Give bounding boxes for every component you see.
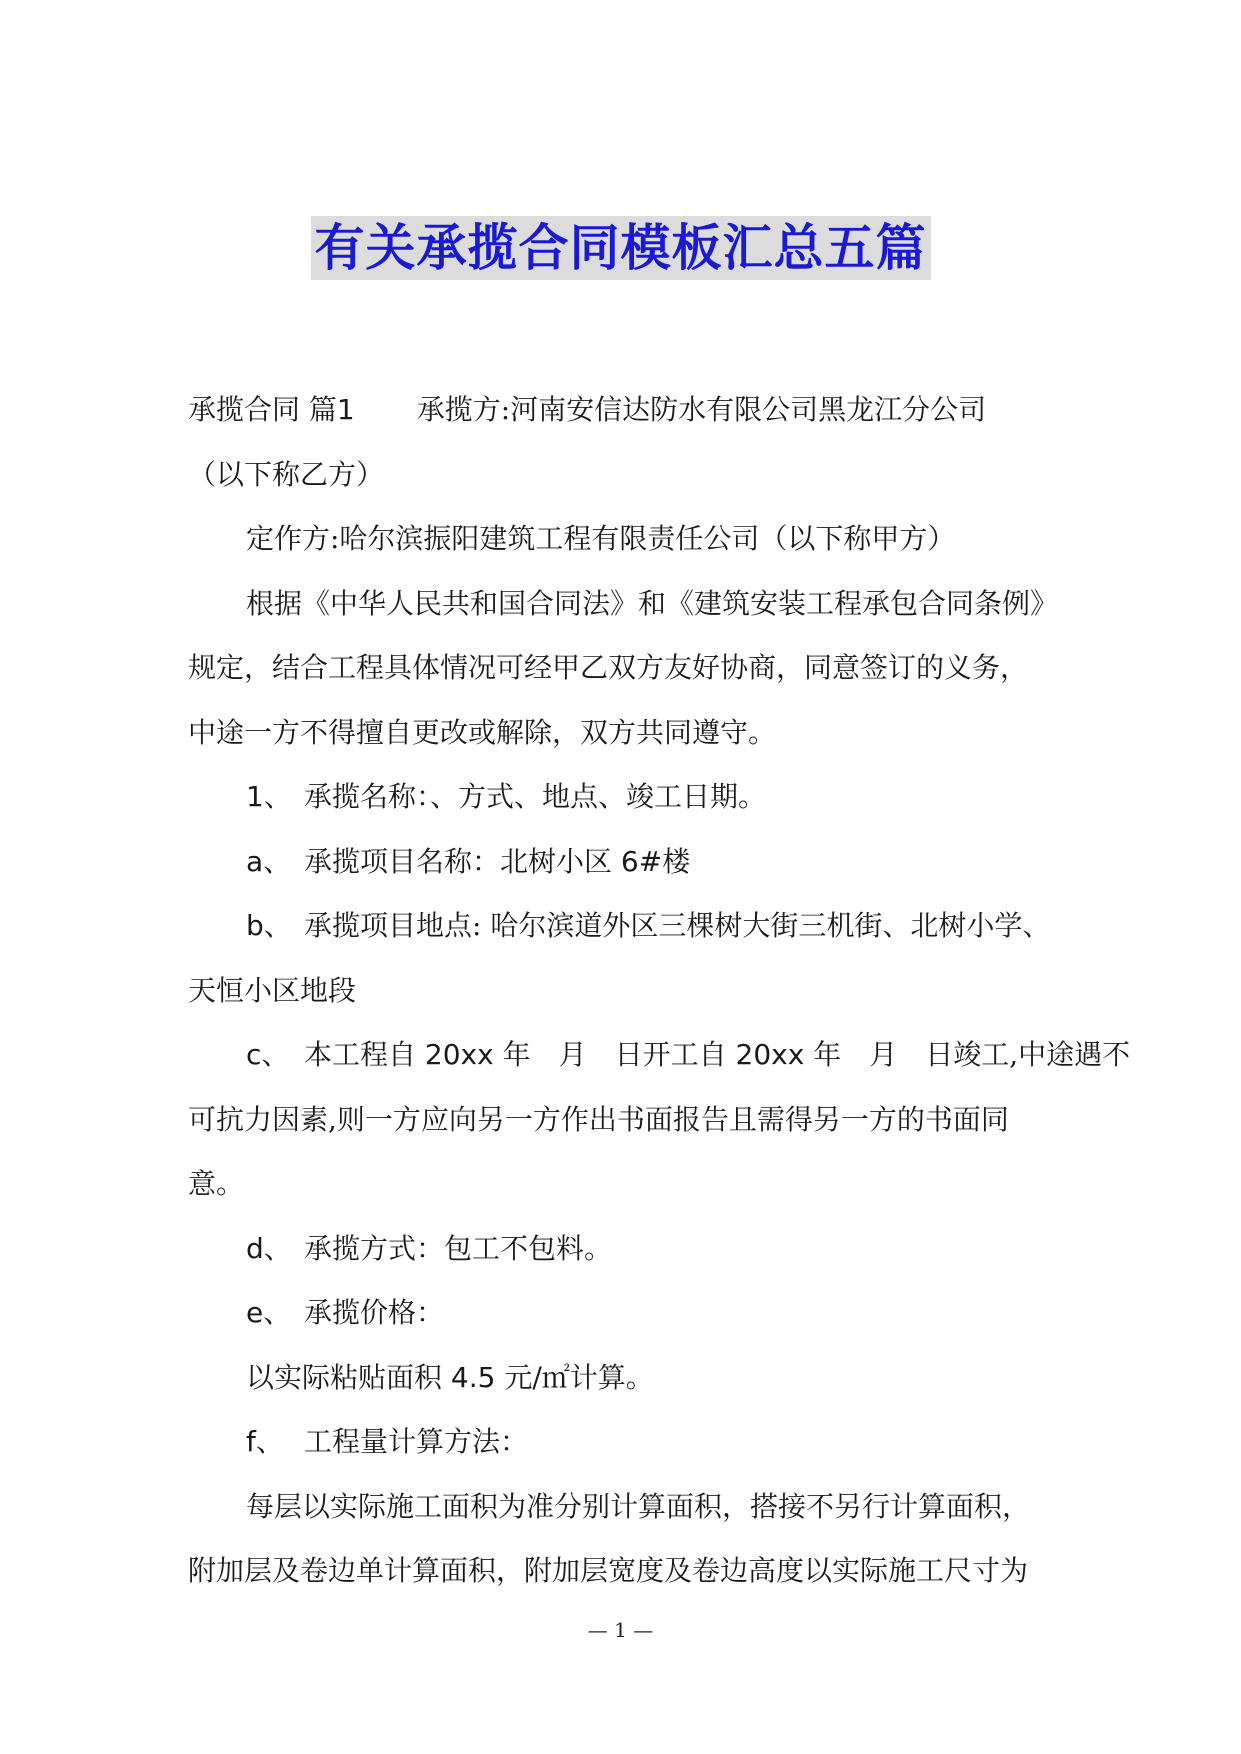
title-container: [0, 216, 1241, 280]
list-marker: 1、: [246, 780, 292, 813]
paragraph-basis-line1: 根据《中华人民共和国合同法》和《建筑安装工程承包合同条例》: [246, 586, 1059, 620]
list-item-text: 承揽名称：、方式、地点、竣工日期。: [304, 780, 767, 813]
start-year: 20xx: [424, 1038, 494, 1071]
document-title: 有关承揽合同模板汇总五篇: [311, 216, 931, 280]
end-year: 20xx: [735, 1038, 805, 1071]
paragraph-calc-line2: 附加层及卷边单计算面积，附加层宽度及卷边高度以实际施工尺寸为: [188, 1554, 1029, 1587]
building-number: 6#: [620, 844, 663, 878]
list-item-text: 承揽价格：: [304, 1296, 445, 1329]
list-item-c-cont-2: 意。: [188, 1167, 245, 1200]
list-item-f: [188, 1410, 1058, 1475]
document-body: [188, 378, 1131, 1604]
list-item-c-cont-1: 可抗力因素,则一方应向另一方作出书面报告且需得另一方的书面同: [188, 1102, 1009, 1136]
list-item-text-suffix: 楼: [662, 844, 691, 878]
list-item-text: 承揽项目地点: 哈尔滨道外区三棵树大街三机街、北树小学、: [304, 909, 1051, 942]
list-item-text: 承揽方式：包工不包料。: [304, 1231, 613, 1265]
section-number: 1: [336, 393, 355, 426]
list-marker: f、: [246, 1425, 284, 1458]
list-marker: c、: [246, 1038, 290, 1071]
list-marker: a、: [246, 844, 292, 878]
list-item-d: [188, 1217, 1058, 1282]
section-heading: 承揽合同 篇: [188, 393, 337, 426]
price-unit: 元/㎡计算。: [504, 1360, 654, 1394]
list-item-text: 年 月 日开工自: [502, 1038, 727, 1071]
paragraph-basis-line2: 规定，结合工程具体情况可经甲乙双方友好协商，同意签订的义务，: [188, 651, 1029, 684]
price-value: 4.5: [450, 1360, 496, 1394]
price-text: 以实际粘贴面积: [246, 1360, 443, 1394]
list-item-text: 本工程自: [304, 1038, 417, 1071]
paragraph-price: [188, 1346, 1058, 1411]
list-item-a: [188, 830, 1058, 895]
list-marker: e、: [246, 1296, 292, 1329]
paragraph-client: 定作方:哈尔滨振阳建筑工程有限责任公司（以下称甲方）: [246, 522, 956, 555]
list-marker: b、: [246, 909, 292, 942]
paragraph-calc-line1: 每层以实际施工面积为准分别计算面积，搭接不另行计算面积，: [246, 1489, 1031, 1523]
list-item-text: 工程量计算方法：: [304, 1425, 529, 1458]
paragraph-contractor: [188, 378, 1058, 443]
list-item-text: 年 月 日竣工,中途遇不: [813, 1038, 1131, 1071]
list-item-e: [188, 1281, 1058, 1346]
list-item-b-cont: 天恒小区地段: [188, 973, 357, 1007]
contractor-text: 承揽方:河南安信达防水有限公司黑龙江分公司: [416, 393, 987, 426]
list-marker: d、: [246, 1231, 292, 1265]
paragraph-basis-line3: 中途一方不得擅自更改或解除，双方共同遵守。: [188, 715, 777, 749]
list-item-text: 承揽项目名称：北树小区: [304, 844, 613, 878]
page-number: — 1 —: [587, 1618, 654, 1642]
list-item-1: [188, 765, 1058, 830]
list-item-b: [188, 894, 1058, 959]
list-item-c: [188, 1023, 1131, 1088]
paragraph-contractor-cont: （以下称乙方）: [188, 457, 385, 491]
